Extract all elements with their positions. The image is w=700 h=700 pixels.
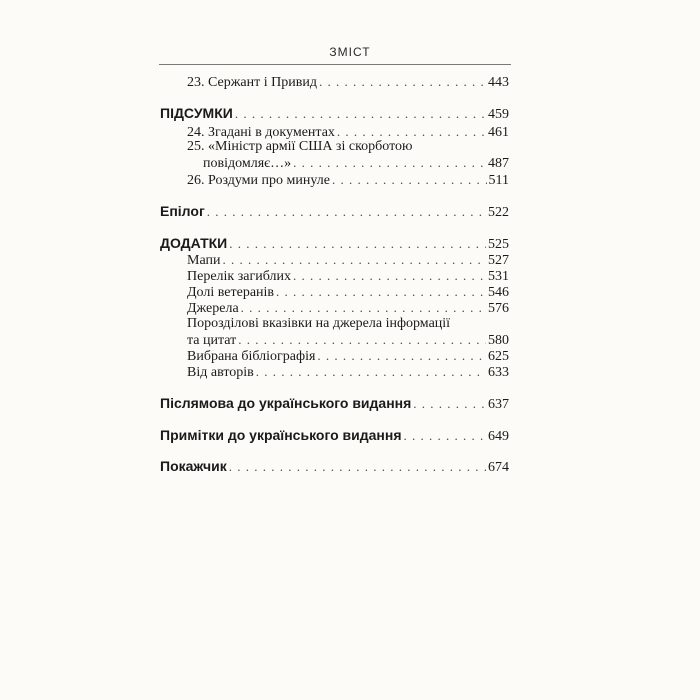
toc-entry-casualties [187, 268, 509, 285]
toc-entry-23 [187, 74, 509, 91]
toc-entry-page: 576 [488, 301, 509, 316]
dot-leader [293, 155, 486, 171]
dot-leader [235, 106, 486, 122]
toc-entry-title: та цитат [187, 333, 237, 348]
dot-leader [404, 428, 487, 444]
toc-entry-title: 23. Сержант і Привид [187, 75, 317, 90]
toc-section-index [160, 458, 509, 476]
toc-section-summary [160, 105, 509, 123]
toc-entry-veterans [187, 284, 509, 301]
toc-entry-title: Долі ветеранів [187, 285, 275, 300]
header-rule [159, 64, 511, 65]
toc-entry-title: Мапи [187, 253, 221, 268]
dot-leader [413, 396, 486, 412]
toc-entry-page: 674 [488, 460, 509, 475]
dot-leader [222, 252, 486, 268]
dot-leader [293, 268, 486, 284]
toc-entry-title: повідомляє…» [203, 156, 292, 171]
toc-entry-title: Покажчик [160, 458, 227, 474]
toc-entry-title: ДОДАТКИ [160, 235, 228, 251]
toc-entry-sources [187, 300, 509, 317]
page-header: ЗМІСТ [329, 45, 371, 59]
toc-entry-title: ПІДСУМКИ [160, 105, 233, 121]
toc-entry-title: Епілог [160, 203, 205, 219]
dot-leader [229, 236, 486, 252]
toc-entry-title: Вибрана бібліографія [187, 349, 316, 364]
toc-entry-title: Джерела [187, 301, 239, 316]
toc-entry-page: 637 [488, 397, 509, 412]
toc-entry-maps [187, 252, 509, 269]
dot-leader [256, 364, 486, 380]
toc-entry-page: 625 [488, 349, 509, 364]
dot-leader [207, 204, 486, 220]
toc-section-notes [160, 427, 509, 445]
toc-entry-title: 24. Згадані в документах [187, 125, 335, 140]
dot-leader [241, 300, 486, 316]
toc-entry-page: 531 [488, 269, 509, 284]
toc-entry-25-line1: 25. «Міністр армії США зі скорботою [187, 139, 413, 154]
toc-entry-26 [187, 172, 509, 189]
toc-section-appendices [160, 235, 509, 253]
toc-entry-notes-line1: Порозділові вказівки на джерела інформації [187, 316, 451, 331]
toc-entry-title: Перелік загиблих [187, 269, 291, 284]
toc-entry-page: 459 [488, 107, 509, 122]
toc-section-epilogue [160, 203, 509, 221]
toc-entry-page: 546 [488, 285, 509, 300]
toc-entry-page: 511 [488, 173, 509, 188]
toc-entry-25 [203, 155, 509, 172]
toc-entry-title: Від авторів [187, 365, 254, 380]
toc-entry-notes [187, 332, 509, 349]
dot-leader [332, 172, 487, 188]
toc-section-afterword [160, 395, 509, 413]
toc-entry-authors [187, 364, 509, 381]
dot-leader [317, 348, 486, 364]
dot-leader [238, 332, 486, 348]
dot-leader [276, 284, 486, 300]
toc-entry-page: 633 [488, 365, 509, 380]
toc-entry-page: 522 [488, 205, 509, 220]
toc-entry-page: 649 [488, 429, 509, 444]
toc-entry-bibliography [187, 348, 509, 365]
dot-leader [337, 124, 486, 140]
toc-entry-page: 580 [488, 333, 509, 348]
toc-entry-page: 443 [488, 75, 509, 90]
dot-leader [319, 74, 486, 90]
toc-entry-page: 461 [488, 125, 509, 140]
toc-entry-page: 487 [488, 156, 509, 171]
toc-entry-title: Примітки до українського видання [160, 427, 402, 443]
dot-leader [229, 459, 486, 475]
toc-entry-page: 525 [488, 237, 509, 252]
toc-entry-page: 527 [488, 253, 509, 268]
toc-entry-title: Післямова до українського видання [160, 395, 412, 411]
toc-entry-title: 26. Роздуми про минуле [187, 173, 330, 188]
